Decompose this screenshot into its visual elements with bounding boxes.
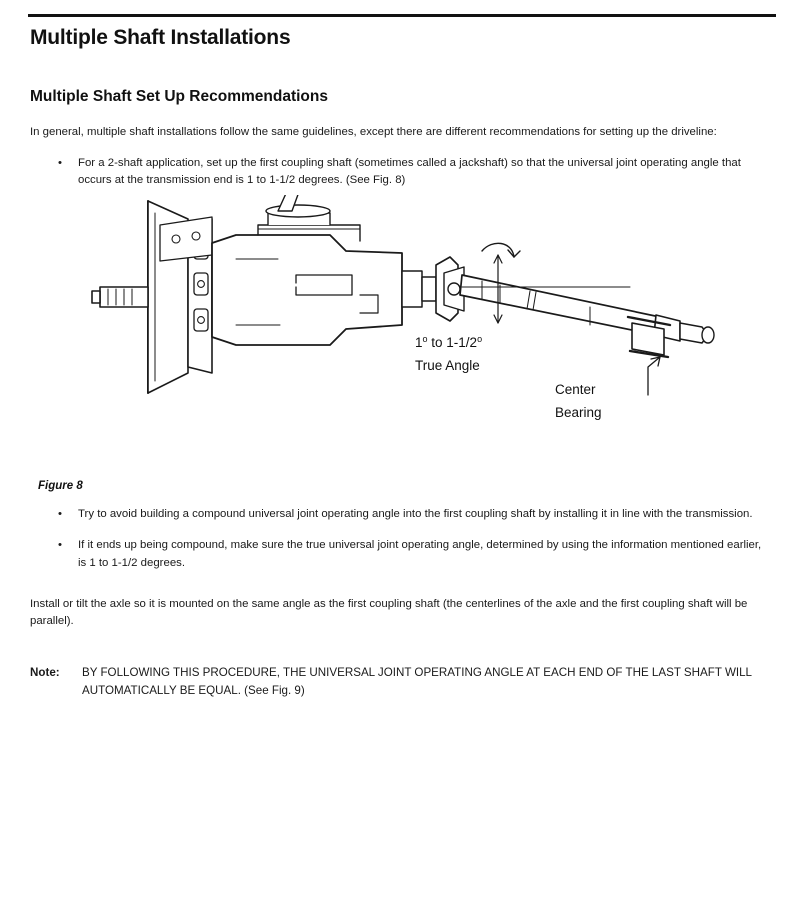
driveline-diagram [30,195,770,480]
list-item-text: If it ends up being compound, make sure the true universal joint operating angle, determined by using the information mentioned earlier, is 1 to 1-1/2 degrees. [78,539,762,569]
note-block [30,664,770,700]
list-item-text: Try to avoid building a compound universal joint operating angle into the first coupling shaft by installing it in line with the transmission. [78,508,753,521]
list-item-text: For a 2-shaft application, set up the first coupling shaft (sometimes called a jackshaft) so that the universal joint operating angle that occurs at the transmission end is 1 to 1-1/2 degrees. (See Fig. 8) [78,157,741,187]
angle-label: 1$^o$ to 1-1/2$^o$ [415,334,483,351]
list-item [30,141,770,189]
center-bearing-label-line1: Center [555,382,596,398]
closing-paragraph: Install or tilt the axle so it is mounted on the same angle as the first coupling shaft (the centerlines of the axle and the first coupling shaft will be parallel). [30,597,748,627]
page-title: Multiple Shaft Installations [30,26,291,49]
list-item [30,492,770,523]
list-item [30,523,770,571]
bullet-marker: • [58,157,62,170]
figure-8-illustration [30,195,770,480]
bullet-list-after-figure [30,492,770,571]
bullet-marker: • [58,508,62,521]
header-rule [28,14,776,17]
closing-paragraph-block [30,572,770,630]
note-label: Note: [30,665,60,679]
intro-paragraph: In general, multiple shaft installations follow the same guidelines, except there are different recommendations for setting up the driveline: [30,126,717,138]
bullet-list-before-figure [30,141,770,189]
true-angle-label: True Angle [415,358,480,374]
bullet-marker: • [58,539,62,552]
note-text: BY FOLLOWING THIS PROCEDURE, THE UNIVERSAL JOINT OPERATING ANGLE AT EACH END OF THE LAST SHAFT WILL AUTOMATICALLY BE EQUAL. (See Fig. 9) [82,665,752,697]
center-bearing-label-line2: Bearing [555,405,602,421]
figure-caption: Figure 8 [38,480,83,493]
section-heading: Multiple Shaft Set Up Recommendations [30,88,328,105]
